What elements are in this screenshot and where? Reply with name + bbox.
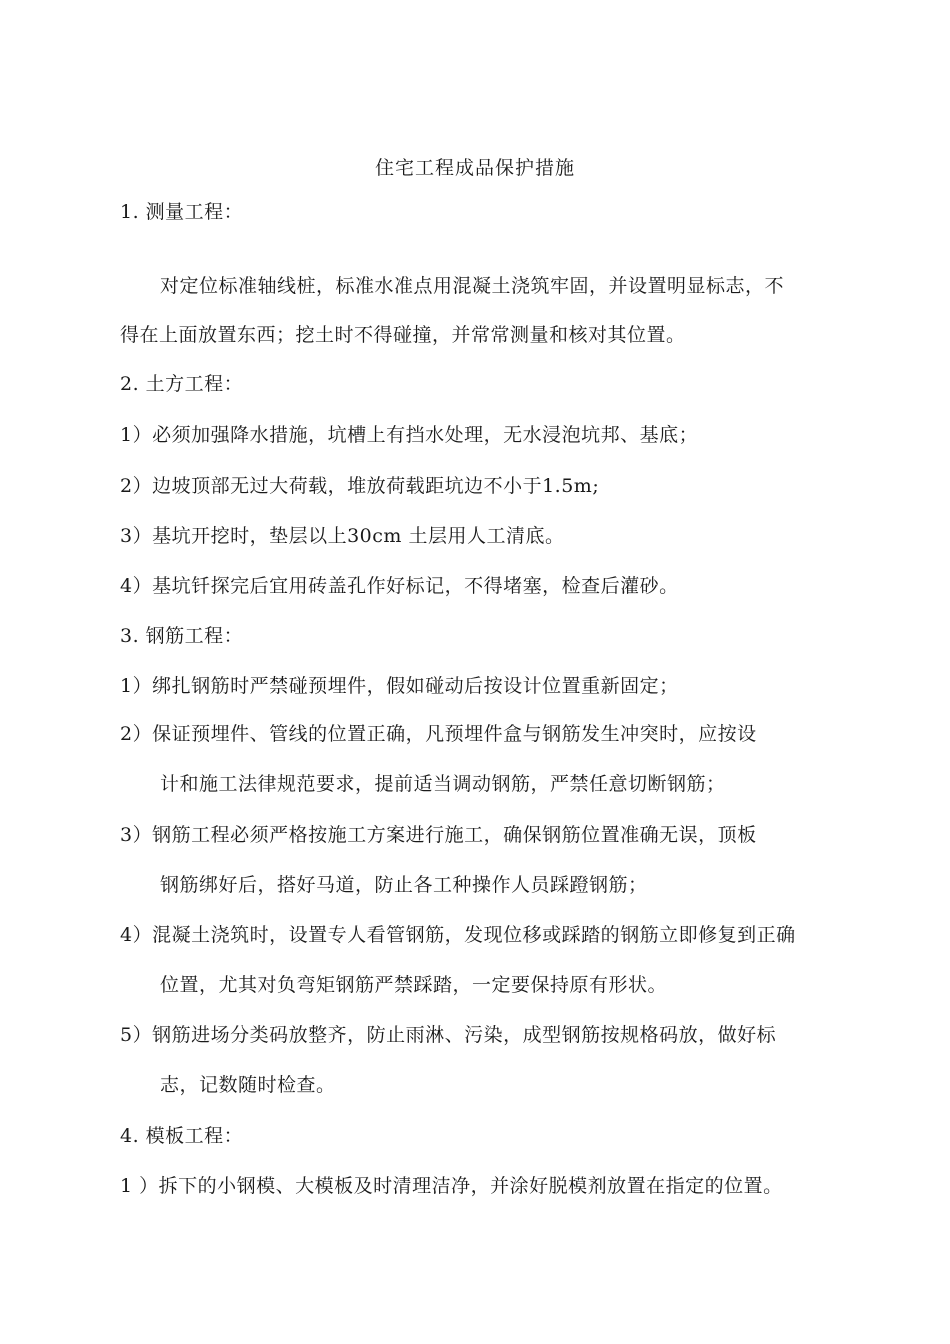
list-item-continuation: 位置，尤其对负弯矩钢筋严禁踩踏，一定要保持原有形状。 — [160, 974, 668, 996]
paragraph-line: 得在上面放置东西；挖土时不得碰撞，并常常测量和核对其位置。 — [120, 324, 686, 346]
list-item-continuation: 志，记数随时检查。 — [160, 1074, 336, 1096]
list-item: 4）基坑钎探完后宜用砖盖孔作好标记，不得堵塞，检查后灌砂。 — [120, 575, 679, 597]
list-item: 1）绑扎钢筋时严禁碰预埋件，假如碰动后按设计位置重新固定； — [120, 675, 679, 697]
list-item: 4）混凝土浇筑时，设置专人看管钢筋，发现位移或踩踏的钢筋立即修复到正确 — [120, 924, 796, 946]
list-item: 1）必须加强降水措施，坑槽上有挡水处理，无水浸泡坑邦、基底； — [120, 424, 699, 446]
section-heading-survey: 1. 测量工程： — [120, 201, 244, 223]
section-heading-rebar: 3. 钢筋工程： — [120, 625, 244, 647]
list-item: 3）基坑开挖时，垫层以上30cm 土层用人工清底。 — [120, 525, 565, 547]
section-heading-formwork: 4. 模板工程： — [120, 1125, 244, 1147]
list-item-continuation: 钢筋绑好后，搭好马道，防止各工种操作人员踩蹬钢筋； — [160, 874, 648, 896]
list-item: 5）钢筋进场分类码放整齐，防止雨淋、污染，成型钢筋按规格码放，做好标 — [120, 1024, 777, 1046]
list-item-continuation: 计和施工法律规范要求，提前适当调动钢筋，严禁任意切断钢筋； — [160, 773, 726, 795]
list-item: 3）钢筋工程必须严格按施工方案进行施工，确保钢筋位置准确无误，顶板 — [120, 824, 757, 846]
list-item: 2）边坡顶部无过大荷载，堆放荷载距坑边不小于1.5m; — [120, 475, 600, 497]
paragraph-line: 对定位标准轴线桩，标准水准点用混凝土浇筑牢固，并设置明显标志，不 — [160, 275, 785, 297]
section-heading-earthwork: 2. 土方工程： — [120, 373, 244, 395]
list-item: 1 ）拆下的小钢模、大模板及时清理洁净，并涂好脱模剂放置在指定的位置。 — [120, 1175, 783, 1197]
list-item: 2）保证预埋件、管线的位置正确，凡预埋件盒与钢筋发生冲突时，应按设 — [120, 723, 757, 745]
document-title: 住宅工程成品保护措施 — [374, 157, 575, 179]
